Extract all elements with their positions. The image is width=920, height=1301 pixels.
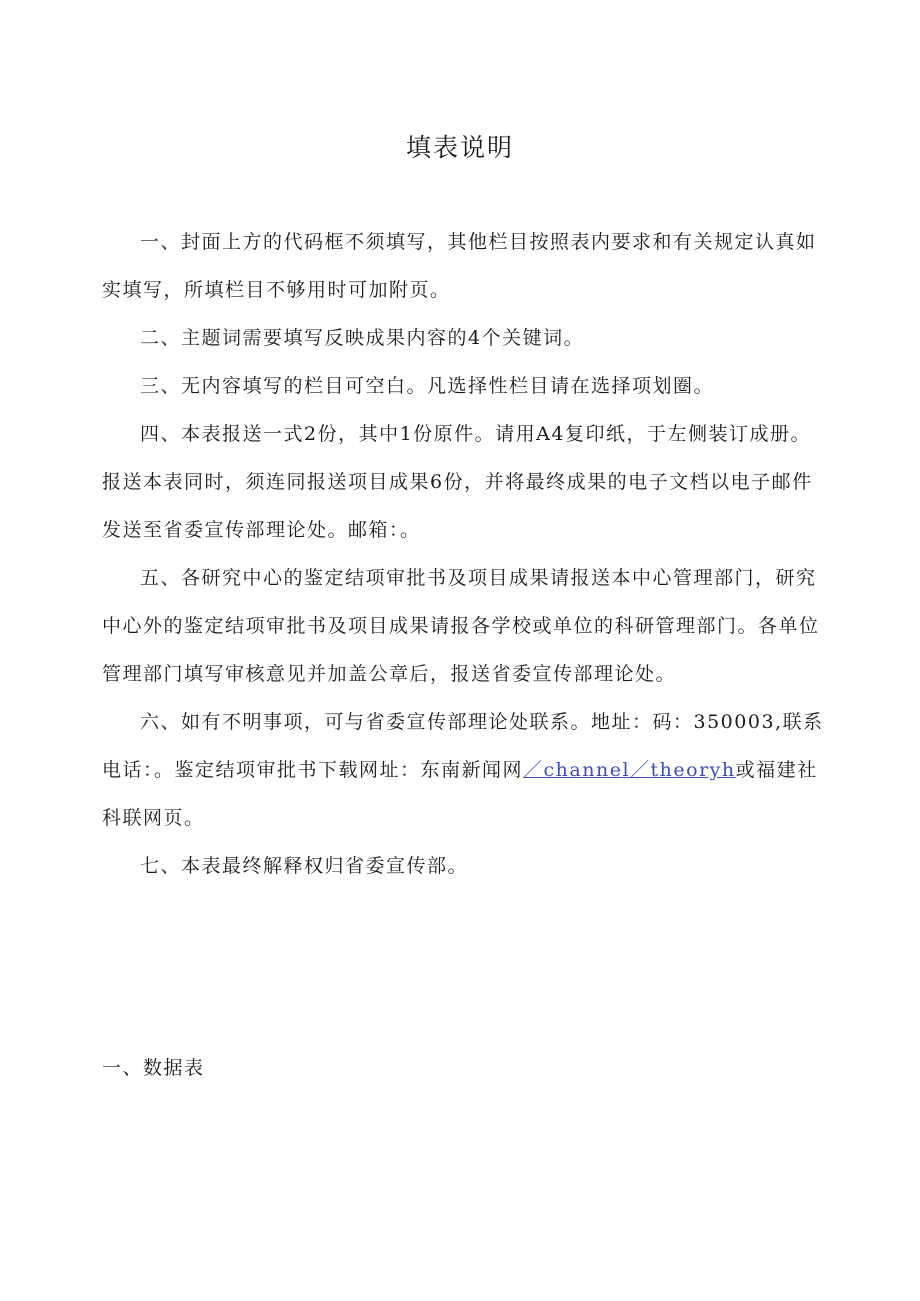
instruction-item-1: 一、封面上方的代码框不须填写，其他栏目按照表内要求和有关规定认真如实填写，所填栏目不够用时可加附页。 (102, 231, 817, 301)
download-link[interactable]: ／channel／theoryh (523, 759, 736, 781)
instruction-item-5: 五、各研究中心的鉴定结项审批书及项目成果请报送本中心管理部门，研究中心外的鉴定结项审批书及项目成果请报各学校或单位的科研管理部门。各单位管理部门填写审核意见并加盖公章后，报送省委宣传部理论处。 (102, 567, 820, 685)
section-heading: 一、数据表 (102, 1057, 205, 1079)
instruction-item-3: 三、无内容填写的栏目可空白。凡选择性栏目请在选择项划圈。 (140, 375, 715, 397)
instructions-body (102, 218, 830, 890)
instruction-item-6-text: 六、如有不明事项，可与省委宣传部理论处联系。地址：码：350003,联系电话：。鉴定结项审批书下载网址：东南新闻网 (102, 711, 824, 781)
instruction-item-6 (102, 698, 830, 842)
instruction-item-4: 四、本表报送一式2份，其中1份原件。请用A4复印纸，于左侧装订成册。报送本表同时，须连同报送项目成果6份，并将最终成果的电子文档以电子邮件发送至省委宣传部理论处。邮箱：。 (102, 423, 813, 541)
page-title: 填表说明 (405, 133, 514, 162)
instruction-item-2: 二、主题词需要填写反映成果内容的4个关键词。 (140, 327, 585, 349)
instruction-item-7: 七、本表最终解释权归省委宣传部。 (140, 855, 469, 877)
instruction-item-6-tail: 或福建社科联网页。 (102, 759, 818, 829)
